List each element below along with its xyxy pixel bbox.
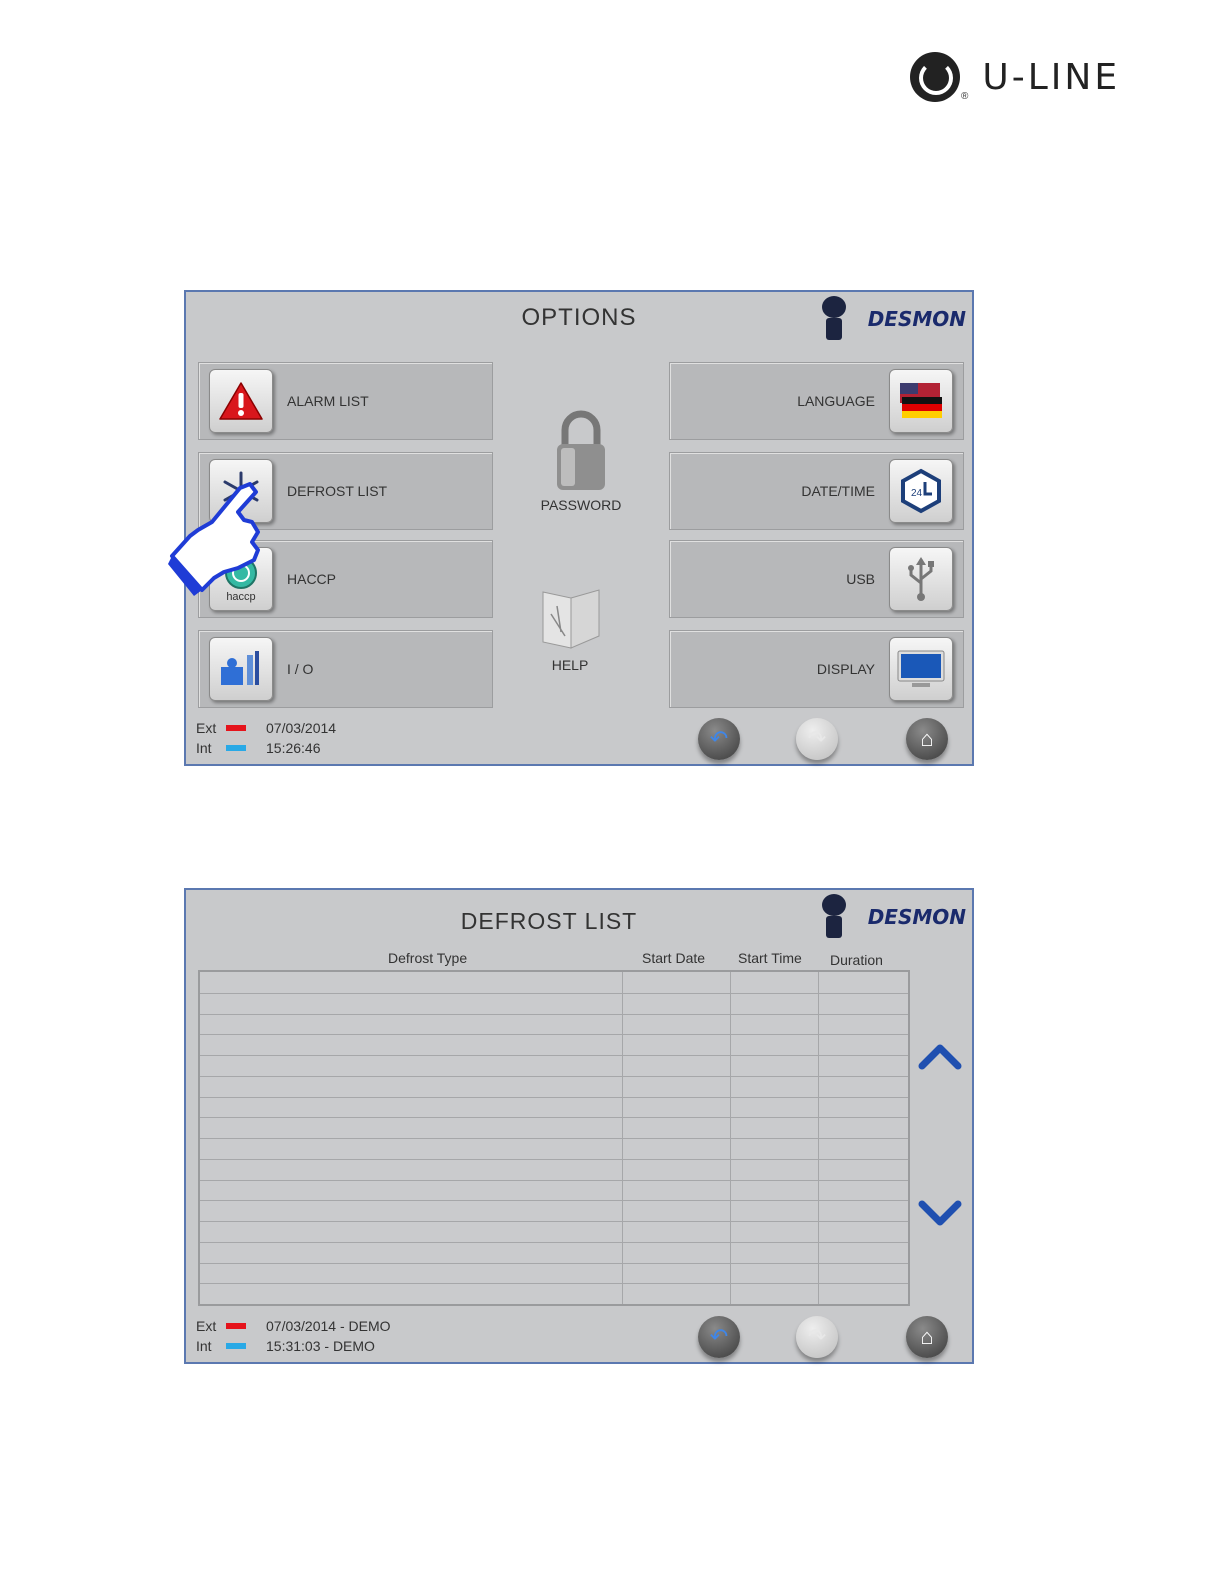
forward-button[interactable] [796,718,838,760]
defrost-list-label: DEFROST LIST [287,483,388,499]
column-header-duration: Duration [830,952,883,968]
language-button[interactable] [669,362,964,440]
table-row [200,1117,908,1118]
uline-logo [910,52,1120,102]
table-row [200,1159,908,1160]
table-row [200,1180,908,1181]
back-button[interactable] [698,1316,740,1358]
clock-icon [889,459,953,523]
status-date: 07/03/2014 - DEMO [266,1318,391,1334]
table-row [200,1014,908,1015]
page-title: DEFROST LIST [460,908,638,934]
password-button[interactable] [526,406,636,513]
desmon-mascot-icon [816,894,852,940]
usb-icon [889,547,953,611]
usb-button[interactable] [669,540,964,618]
column-header-start-date: Start Date [642,950,706,966]
help-button[interactable] [530,584,610,673]
table-row [200,1242,908,1243]
date-time-button[interactable] [669,452,964,530]
desmon-logo-text: DESMON [867,307,966,331]
table-row [200,1263,908,1264]
table-row [200,1055,908,1056]
table-row [200,1283,908,1284]
help-label: HELP [551,657,589,673]
padlock-icon [551,406,611,494]
status-bar [196,1316,391,1356]
forward-icon: ↷ [807,1324,827,1349]
flags-icon [889,369,953,433]
alarm-warning-icon [209,369,273,433]
alarm-list-label: ALARM LIST [287,393,369,409]
uline-mark-icon [910,52,960,102]
scroll-up-button[interactable] [918,1038,962,1072]
status-date: 07/03/2014 [266,720,337,736]
io-label: I / O [287,661,314,677]
brand-name: U-LINE [982,56,1121,98]
table-row [200,1034,908,1035]
status-time: 15:26:46 [266,740,321,756]
monitor-icon [889,637,953,701]
ext-label: Ext [196,720,217,736]
column-header-defrost-type: Defrost Type [388,950,468,966]
int-indicator [226,745,246,751]
clock-icon-text: 24 [911,488,923,499]
haccp-icon-text: haccp [226,591,256,603]
help-book-icon [537,584,603,654]
desmon-logo [816,296,966,342]
usb-label: USB [846,571,875,587]
alarm-list-button[interactable] [198,362,493,440]
int-indicator [226,1343,246,1349]
pointing-hand-icon [168,480,268,596]
table-row [200,993,908,994]
page-title: OPTIONS [521,304,637,331]
desmon-logo-text: DESMON [867,905,966,929]
table-row [200,1097,908,1098]
desmon-logo [816,894,966,940]
ext-indicator [226,725,246,731]
registered-mark: ® [961,91,969,102]
desmon-mascot-icon [816,296,852,342]
display-button[interactable] [669,630,964,708]
table-row [200,1138,908,1139]
back-icon: ↶ [709,1324,729,1349]
table-row [200,1200,908,1201]
home-button[interactable] [906,718,948,760]
home-icon: ⌂ [920,1324,934,1349]
status-time: 15:31:03 - DEMO [266,1338,375,1354]
options-screen [184,290,974,766]
int-label: Int [196,1338,212,1354]
defrost-table [198,970,910,1306]
forward-icon: ↷ [807,726,827,751]
column-header-start-time: Start Time [738,950,802,966]
io-icon [209,637,273,701]
haccp-label: HACCP [287,571,337,587]
language-label: LANGUAGE [797,393,875,409]
table-row [200,1221,908,1222]
back-button[interactable] [698,718,740,760]
ext-indicator [226,1323,246,1329]
int-label: Int [196,740,212,756]
ext-label: Ext [196,1318,217,1334]
home-button[interactable] [906,1316,948,1358]
io-button[interactable] [198,630,493,708]
back-icon: ↶ [709,726,729,751]
home-icon: ⌂ [920,726,934,751]
table-row [200,1076,908,1077]
display-label: DISPLAY [816,661,875,677]
forward-button[interactable] [796,1316,838,1358]
scroll-down-button[interactable] [918,1196,962,1230]
date-time-label: DATE/TIME [801,483,875,499]
password-label: PASSWORD [540,497,622,513]
defrost-list-screen [184,888,974,1364]
status-bar [196,718,336,758]
